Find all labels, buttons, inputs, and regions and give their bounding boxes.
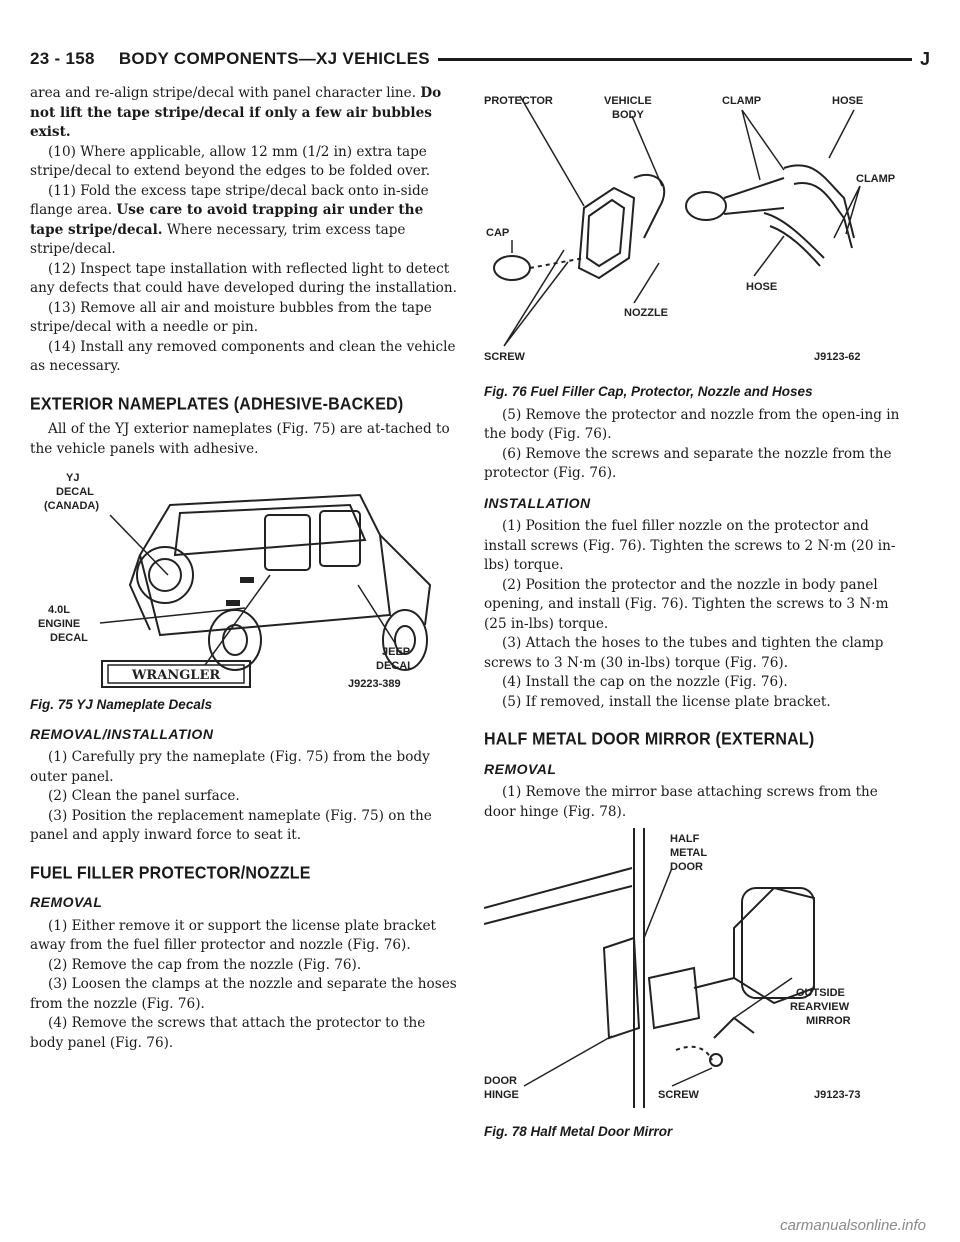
paragraph: (1) Either remove it or support the license plate bracket away from the fuel filler protector and nozzle (Fig. 76). [30, 917, 437, 953]
fuel-filler-illustration [484, 88, 912, 380]
svg-text:DECAL: DECAL [56, 486, 94, 498]
svg-text:DOOR: DOOR [670, 861, 703, 873]
paragraph: (3) Position the replacement nameplate (Fig. 75) on the panel and apply inward force to seat it. [30, 807, 432, 843]
svg-text:CLAMP: CLAMP [856, 173, 896, 185]
paragraph: (1) Remove the mirror base attaching screws from the door hinge (Fig. 78). [484, 784, 878, 820]
wrangler-badge: WRANGLER [131, 668, 221, 683]
section-title: BODY COMPONENTS—XJ VEHICLES [118, 49, 430, 68]
svg-text:CLAMP: CLAMP [722, 95, 762, 107]
paragraph: (1) Position the fuel filler nozzle on the protector and install screws (Fig. 76). Tighten the screws to 2 N·m (20 in-lbs) torque. [484, 518, 896, 573]
svg-text:YJ: YJ [66, 472, 80, 484]
subsection-heading: REMOVAL [30, 894, 103, 910]
figure-75 [30, 465, 458, 715]
svg-text:CAP: CAP [486, 227, 510, 239]
section-heading: EXTERIOR NAMEPLATES (ADHESIVE-BACKED) [30, 394, 404, 414]
paragraph: (2) Position the protector and the nozzle in body panel opening, and install (Fig. 76). Tighten the screws to 3 N·m (25 in-lbs) torque. [484, 576, 889, 632]
svg-text:REARVIEW: REARVIEW [790, 1001, 850, 1013]
svg-text:DECAL: DECAL [376, 660, 414, 672]
paragraph: (11) Fold the excess tape stripe/decal back onto in-side flange area. Use care to avoid trapping air under the tape stripe/decal. Where necessary, trim excess tape stripe/decal. [30, 182, 429, 257]
svg-text:HINGE: HINGE [484, 1089, 519, 1101]
svg-text:DOOR: DOOR [484, 1075, 517, 1087]
paragraph: (12) Inspect tape installation with reflected light to detect any defects that could have developed during the installation. [30, 260, 457, 296]
paragraph: (3) Loosen the clamps at the nozzle and separate the hoses from the nozzle (Fig. 76). [30, 976, 457, 1012]
left-column [30, 84, 458, 1053]
subsection-heading: REMOVAL/INSTALLATION [30, 725, 214, 742]
paragraph: All of the YJ exterior nameplates (Fig. 75) are at-tached to the vehicle panels with adhesive. [30, 421, 450, 457]
page-header [30, 48, 930, 74]
figure-caption: Fig. 76 Fuel Filler Cap, Protector, Nozzle and Hoses [484, 384, 813, 399]
svg-text:PROTECTOR: PROTECTOR [484, 95, 553, 107]
paragraph: (5) Remove the protector and nozzle from the open-ing in the body (Fig. 76). [484, 406, 900, 442]
svg-text:METAL: METAL [670, 847, 708, 859]
svg-text:HOSE: HOSE [832, 95, 864, 107]
svg-text:HALF: HALF [670, 833, 700, 845]
svg-text:HOSE: HOSE [746, 281, 778, 293]
svg-text:4.0L: 4.0L [48, 604, 71, 616]
paragraph: (1) Carefully pry the nameplate (Fig. 75) from the body outer panel. [30, 749, 430, 785]
svg-text:BODY: BODY [612, 109, 644, 121]
svg-text:SCREW: SCREW [658, 1089, 699, 1101]
paragraph: (14) Install any removed components and clean the vehicle as necessary. [30, 338, 456, 374]
svg-text:JEEP: JEEP [382, 646, 411, 658]
paragraph: area and re-align stripe/decal with panel character line. Do not lift the tape stripe/decal if only a few air bubbles exist. [30, 85, 442, 140]
svg-text:DECAL: DECAL [50, 632, 88, 644]
paragraph: (13) Remove all air and moisture bubbles from the tape stripe/decal with a needle or pin. [30, 299, 432, 335]
figure-caption: Fig. 75 YJ Nameplate Decals [30, 697, 213, 712]
svg-text:ENGINE: ENGINE [38, 618, 81, 630]
paragraph: (4) Remove the screws that attach the protector to the body panel (Fig. 76). [30, 1015, 426, 1051]
paragraph: (2) Clean the panel surface. [48, 788, 240, 804]
subsection-heading: REMOVAL [484, 760, 557, 777]
svg-text:SCREW: SCREW [484, 351, 525, 363]
section-heading: HALF METAL DOOR MIRROR (EXTERNAL) [484, 730, 815, 749]
header-letter: J [912, 48, 930, 70]
svg-text:J9123-73: J9123-73 [814, 1089, 861, 1101]
door-mirror-illustration [484, 828, 912, 1120]
paragraph: (4) Install the cap on the nozzle (Fig. 76). [502, 674, 788, 690]
figure-78 [484, 828, 912, 1142]
page-number: 23 - 158 [30, 49, 95, 68]
header-title [30, 48, 438, 70]
svg-text:J9123-62: J9123-62 [814, 351, 861, 363]
watermark: carmanualsonline.info [780, 1217, 926, 1234]
section-heading: FUEL FILLER PROTECTOR/NOZZLE [30, 863, 311, 883]
paragraph: (6) Remove the screws and separate the nozzle from the protector (Fig. 76). [484, 445, 892, 481]
svg-text:(CANADA): (CANADA) [44, 500, 99, 512]
right-column [484, 88, 912, 1142]
paragraph: (2) Remove the cap from the nozzle (Fig. 76). [48, 956, 362, 973]
svg-text:MIRROR: MIRROR [806, 1015, 851, 1027]
svg-text:OUTSIDE: OUTSIDE [796, 987, 845, 999]
paragraph: (10) Where applicable, allow 12 mm (1/2 in) extra tape stripe/decal to extend beyond the edges to be folded over. [30, 143, 431, 179]
svg-text:NOZZLE: NOZZLE [624, 307, 668, 319]
svg-text:J9223-389: J9223-389 [348, 678, 401, 690]
figure-76 [484, 88, 912, 402]
paragraph: (5) If removed, install the license plate bracket. [502, 693, 831, 710]
svg-text:VEHICLE: VEHICLE [604, 95, 652, 107]
subsection-heading: INSTALLATION [484, 494, 591, 511]
jeep-illustration [30, 465, 458, 693]
paragraph: (3) Attach the hoses to the tubes and tighten the clamp screws to 3 N·m (30 in-lbs) torque (Fig. 76). [484, 635, 884, 671]
figure-caption: Fig. 78 Half Metal Door Mirror [484, 1124, 673, 1139]
